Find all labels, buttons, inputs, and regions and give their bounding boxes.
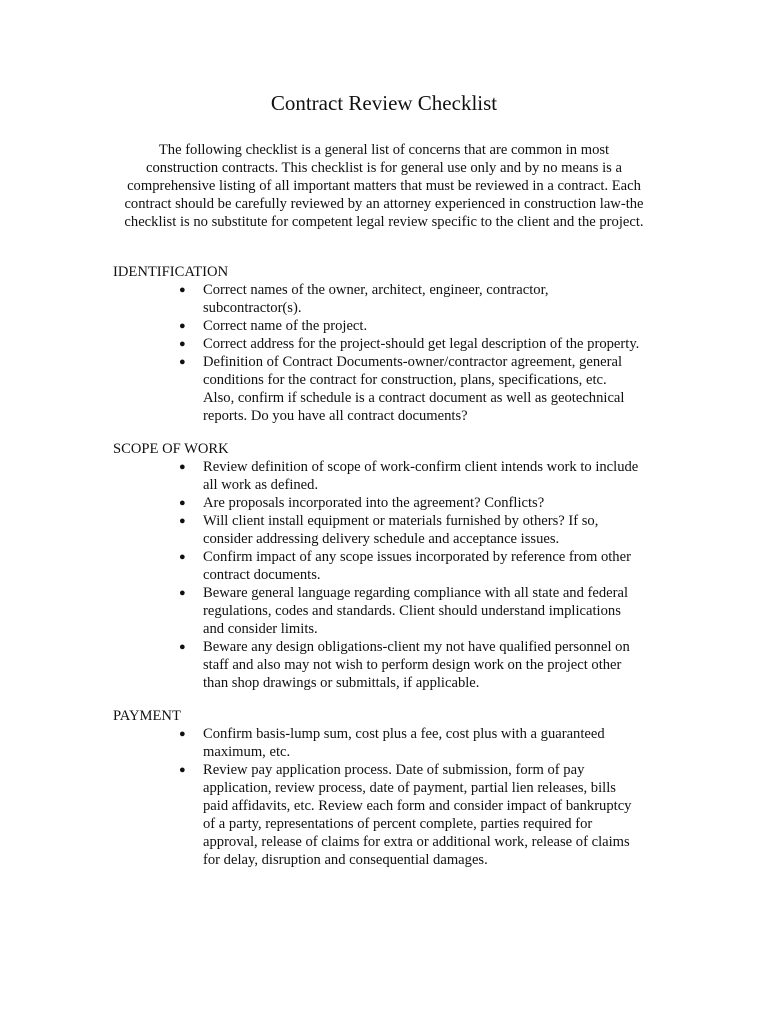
intro-line: checklist is no substitute for competent legal review specific to the client and the project. (124, 214, 644, 230)
checklist-item-text (203, 512, 673, 548)
checklist-item (113, 512, 673, 548)
checklist-item-line: reports. Do you have all contract documents? (203, 408, 468, 424)
bullet-icon: ● (179, 461, 186, 473)
checklist-item-line: Confirm basis-lump sum, cost plus a fee, cost plus with a guaranteed (203, 726, 605, 742)
checklist-item-text (203, 335, 673, 353)
checklist-item-line: Also, confirm if schedule is a contract document as well as geotechnical (203, 390, 625, 406)
intro-line: comprehensive listing of all important matters that must be reviewed in a contract. Each (127, 178, 641, 194)
section-heading: IDENTIFICATION (113, 264, 229, 280)
checklist-item-line: Review definition of scope of work-confirm client intends work to include (203, 459, 639, 475)
checklist-item-line: Confirm impact of any scope issues incorporated by reference from other (203, 549, 631, 565)
intro-line: construction contracts. This checklist is for general use only and by no means is a (146, 160, 622, 176)
checklist-item (113, 548, 673, 584)
bullet-icon: ● (179, 356, 186, 368)
checklist-item (113, 725, 673, 761)
section-payment (113, 707, 673, 869)
bullet-icon: ● (179, 497, 186, 509)
bullet-icon: ● (179, 728, 186, 740)
checklist-item-text (203, 548, 673, 584)
bullet-icon: ● (179, 515, 186, 527)
checklist-item (113, 335, 673, 353)
checklist-item-line: Correct names of the owner, architect, engineer, contractor, (203, 282, 549, 298)
checklist-item (113, 458, 673, 494)
checklist-item-line: Beware any design obligations-client my not have qualified personnel on (203, 639, 630, 655)
checklist-item-text (203, 281, 673, 317)
checklist-item (113, 281, 673, 317)
checklist-item-line: Correct name of the project. (203, 318, 368, 334)
checklist-item-line: Are proposals incorporated into the agreement? Conflicts? (203, 495, 545, 511)
intro-line: The following checklist is a general list of concerns that are common in most (158, 142, 610, 158)
intro-paragraph (110, 141, 658, 231)
section-heading: PAYMENT (113, 708, 181, 724)
bullet-icon: ● (179, 587, 186, 599)
checklist-item-text (203, 584, 673, 638)
checklist-item-line: regulations, codes and standards. Client should understand implications (203, 603, 621, 619)
checklist-item-line: than shop drawings or submittals, if applicable. (203, 675, 480, 691)
checklist-item-line: subcontractor(s). (203, 300, 302, 316)
bullet-icon: ● (179, 641, 186, 653)
checklist-item-line: of a party, representations of percent complete, parties required for (203, 816, 593, 832)
checklist-item-line: staff and also may not wish to perform design work on the project other (203, 657, 622, 673)
section-scope-of-work (113, 440, 673, 692)
checklist-item-text (203, 761, 673, 869)
checklist-item-line: conditions for the contract for construction, plans, specifications, etc. (203, 372, 607, 388)
section-heading: SCOPE OF WORK (113, 441, 229, 457)
checklist-item (113, 761, 673, 869)
checklist-item-line: consider addressing delivery schedule and acceptance issues. (203, 531, 560, 547)
checklist-item-line: Definition of Contract Documents-owner/contractor agreement, general (203, 354, 623, 370)
checklist-item-text (203, 353, 673, 425)
bullet-icon: ● (179, 551, 186, 563)
bullet-icon: ● (179, 284, 186, 296)
checklist-item-line: Review pay application process. Date of submission, form of pay (203, 762, 585, 778)
checklist-item-line: paid affidavits, etc. Review each form and consider impact of bankruptcy (203, 798, 632, 814)
document-title: Contract Review Checklist (270, 91, 498, 115)
checklist-item-text (203, 317, 673, 335)
bullet-icon: ● (179, 320, 186, 332)
checklist-item-text (203, 494, 673, 512)
checklist-item-line: Will client install equipment or materials furnished by others? If so, (203, 513, 599, 529)
checklist-item-line: for delay, disruption and consequential damages. (203, 852, 488, 868)
checklist-item-line: and consider limits. (203, 621, 318, 637)
checklist-item-line: approval, release of claims for extra or additional work, release of claims (203, 834, 630, 850)
checklist-item (113, 494, 673, 512)
checklist-item (113, 638, 673, 692)
checklist-item-line: application, review process, date of payment, partial lien releases, bills (203, 780, 616, 796)
checklist-item (113, 317, 673, 335)
checklist-item (113, 353, 673, 425)
checklist-item (113, 584, 673, 638)
checklist-item-text (203, 458, 673, 494)
checklist-item-line: contract documents. (203, 567, 321, 583)
checklist-item-line: Correct address for the project-should get legal description of the property. (203, 336, 640, 352)
checklist-item-text (203, 725, 673, 761)
checklist-item-line: Beware general language regarding compliance with all state and federal (203, 585, 629, 601)
checklist-item-line: all work as defined. (203, 477, 319, 493)
bullet-icon: ● (179, 338, 186, 350)
bullet-icon: ● (179, 764, 186, 776)
checklist-item-line: maximum, etc. (203, 744, 291, 760)
section-identification (113, 263, 673, 425)
intro-line: contract should be carefully reviewed by an attorney experienced in construction law-the (124, 196, 644, 212)
checklist-item-text (203, 638, 673, 692)
